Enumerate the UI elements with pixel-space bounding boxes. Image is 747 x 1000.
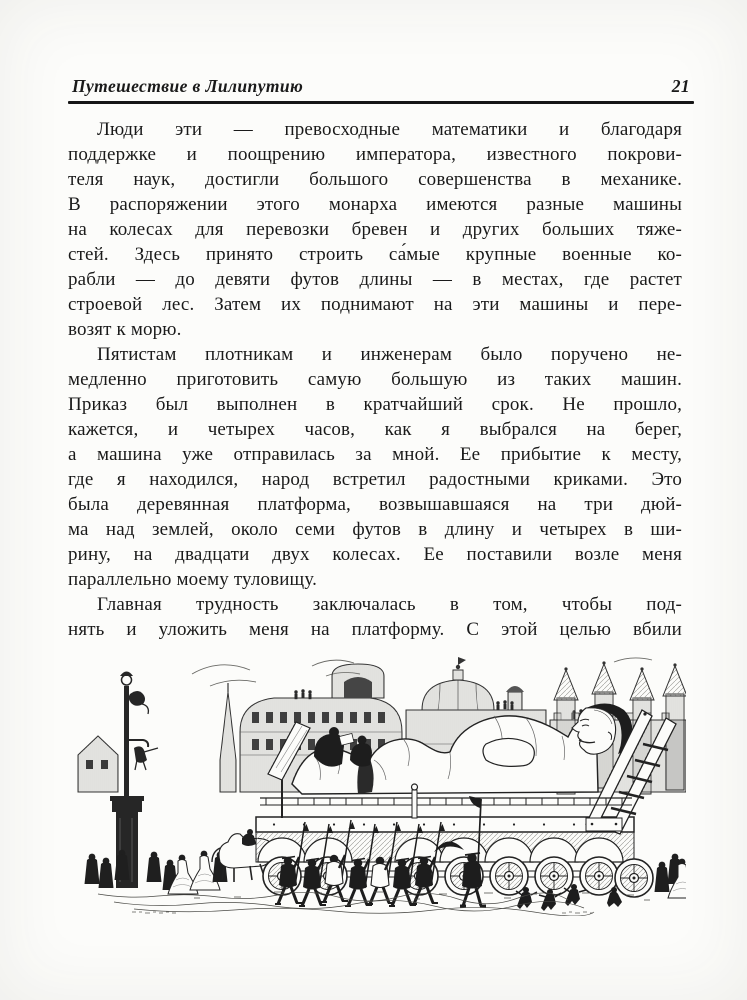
text-line: рабли — до девяти футов длины — в местах, где растет (68, 269, 682, 290)
sky-clouds (192, 658, 652, 686)
text-block (68, 117, 682, 642)
header-rule (68, 101, 694, 104)
text-line: Пятистам плотникам и инженерам было поручено не- (97, 344, 682, 365)
text-line: нять и уложить меня на платформу. С этой целью вбили (68, 619, 682, 640)
hanging-figure (134, 746, 147, 762)
text-line: строевой лес. Затем их поднимают на эти машины и пере- (68, 294, 682, 315)
running-header (72, 76, 690, 97)
text-line: В распоряжении этого монарха имеются разные машины (68, 194, 682, 215)
text-line: где я находился, народ встретил радостными криками. Это (68, 469, 682, 490)
text-line: стей. Здесь принято строить са́мые крупные военные ко- (68, 244, 682, 265)
paragraph (68, 342, 682, 592)
street-crowd (85, 829, 274, 894)
text-line: рину, на двадцати двух колесах. Ее поставили возле меня (68, 544, 682, 565)
right-crowd (655, 854, 687, 898)
paragraph (68, 117, 682, 342)
text-line: на колесах для перевозки бревен и других больших тяже- (68, 219, 682, 240)
text-line: Главная трудность заключалась в том, чтобы под- (97, 594, 682, 615)
paragraph (68, 592, 682, 642)
illustration-figure (74, 652, 686, 916)
text-line: Люди эти — превосходные математики и благодаря (97, 119, 682, 140)
text-line: медленно приготовить самую большую из таких машин. (68, 369, 682, 390)
text-line: а машина уже отправилась за мной. Ее прибытие к месту, (68, 444, 682, 465)
text-line: кажется, и четырех часов, как я выбрался на берег, (68, 419, 682, 440)
folded-arm (483, 738, 534, 766)
text-line: параллельно моему туловищу. (68, 569, 317, 590)
text-line: теля наук, достигли большого совершенства в механике. (68, 169, 682, 190)
text-line: ма над землей, около семи футов в длину и четырех в ши- (68, 519, 682, 540)
text-line: Приказ был выполнен в кратчайший срок. Не прошло, (68, 394, 682, 415)
page-number: 21 (671, 76, 690, 96)
running-title: Путешествие в Лилипутию (72, 76, 304, 96)
gulliver-cart-illustration (74, 652, 686, 916)
text-line: была деревянная платформа, возвышавшаяся на три дюй- (68, 494, 682, 515)
text-line: возят к морю. (68, 319, 182, 340)
text-line: поддержке и поощрению императора, известного покрови- (68, 144, 682, 165)
